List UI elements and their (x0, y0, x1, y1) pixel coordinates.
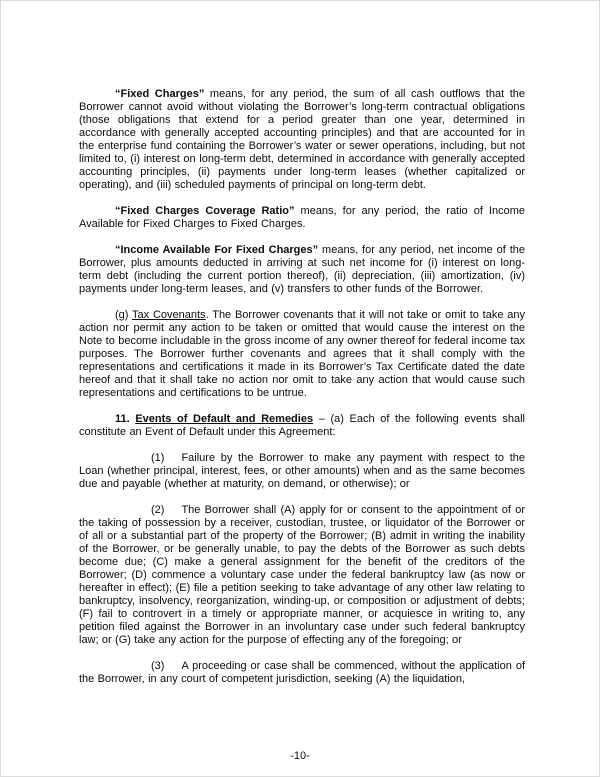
clause-g-tax-covenants (79, 309, 525, 400)
text-run: Events of Default and Remedies (135, 413, 314, 425)
definition-fixed-charges-coverage-ratio (79, 205, 525, 231)
definition-fixed-charges (79, 88, 525, 192)
document-content (79, 88, 525, 699)
text-run: means, for any period, net income of the Borrower, plus amounts deducted in arriving at such net income for (i) interest on long-term debt (including the current portion thereof), (ii) depreciation, (iii) amortization, (iv) payments under long-term leases, and (v) transfers to other funds of the Borrower. (79, 244, 525, 295)
event-of-default-3 (79, 660, 525, 686)
text-run: “Income Available For Fixed Charges” (115, 244, 319, 256)
event-of-default-1 (79, 452, 525, 491)
text-run: Tax Covenants (132, 309, 206, 321)
text-run: means, for any period, the ratio of Income Available for Fixed Charges to Fixed Charges. (79, 205, 525, 230)
text-run: 11. (115, 413, 136, 425)
text-run: (2) (151, 504, 165, 516)
text-run: (1) (151, 452, 165, 464)
text-run: Failure by the Borrower to make any payment with respect to the Loan (whether principal, interest, fees, or other amounts) when and as the same becomes due and payable (whether at maturity, on demand, or otherwise); or (79, 452, 525, 490)
text-run: (g) (115, 309, 133, 321)
page-number: -10- (290, 750, 310, 762)
definition-income-available-for-fixed-charges (79, 244, 525, 296)
text-run: “Fixed Charges” (115, 88, 205, 100)
section-11-events-of-default-and-remedies (79, 413, 525, 439)
event-of-default-2 (79, 504, 525, 647)
text-run: “Fixed Charges Coverage Ratio” (115, 205, 295, 217)
text-run: – (a) Each of the following events shall constitute an Event of Default under this Agreement: (79, 413, 525, 438)
text-run: . The Borrower covenants that it will not take or omit to take any action nor permit any action to be taken or omitted that would cause the interest on the Note to become includable in the gross income of any owner thereof for federal income tax purposes. The Borrower further covenants and agrees that it shall comply with the representations and certifications it made in its Borrower’s Tax Certificate dated the date hereof and that it shall take no action nor omit to take any action that would cause such representations and certifications to be untrue. (79, 309, 525, 399)
text-run: means, for any period, the sum of all cash outflows that the Borrower cannot avoid without violating the Borrower’s long-term contractual obligations (those obligations that extend for a period greater than one year, determined in accordance with generally accepted accounting principles) and that are accounted for in the enterprise fund containing the Borrower’s water or sewer operations, including, but not limited to, (i) interest on long-term debt, determined in accordance with generally accepted accounting principles, (ii) payments under long-term leases (whether capitalized or operating), and (iii) scheduled payments of principal on long-term debt. (79, 88, 525, 191)
text-run: (3) (151, 660, 165, 672)
text-run: The Borrower shall (A) apply for or consent to the appointment of or the taking of possession by a receiver, custodian, trustee, or liquidator of the Borrower or of all or a substantial part of the property of the Borrower; (B) admit in writing the inability of the Borrower, or be generally unable, to pay the debts of the Borrower as such debts become due; (C) make a general assignment for the benefit of the creditors of the Borrower; (D) commence a voluntary case under the federal bankruptcy law (as now or hereafter in effect); (E) file a petition seeking to take advantage of any other law relating to bankruptcy, insolvency, reorganization, winding-up, or composition or adjustment of debts; (F) fail to controvert in a timely or appropriate manner, or acquiesce in writing to, any petition filed against the Borrower in an involuntary case under such federal bankruptcy law; or (G) take any action for the purpose of effecting any of the foregoing; or (79, 504, 525, 646)
text-run: A proceeding or case shall be commenced, without the application of the Borrower, in any court of competent jurisdiction, seeking (A) the liquidation, (79, 660, 525, 685)
